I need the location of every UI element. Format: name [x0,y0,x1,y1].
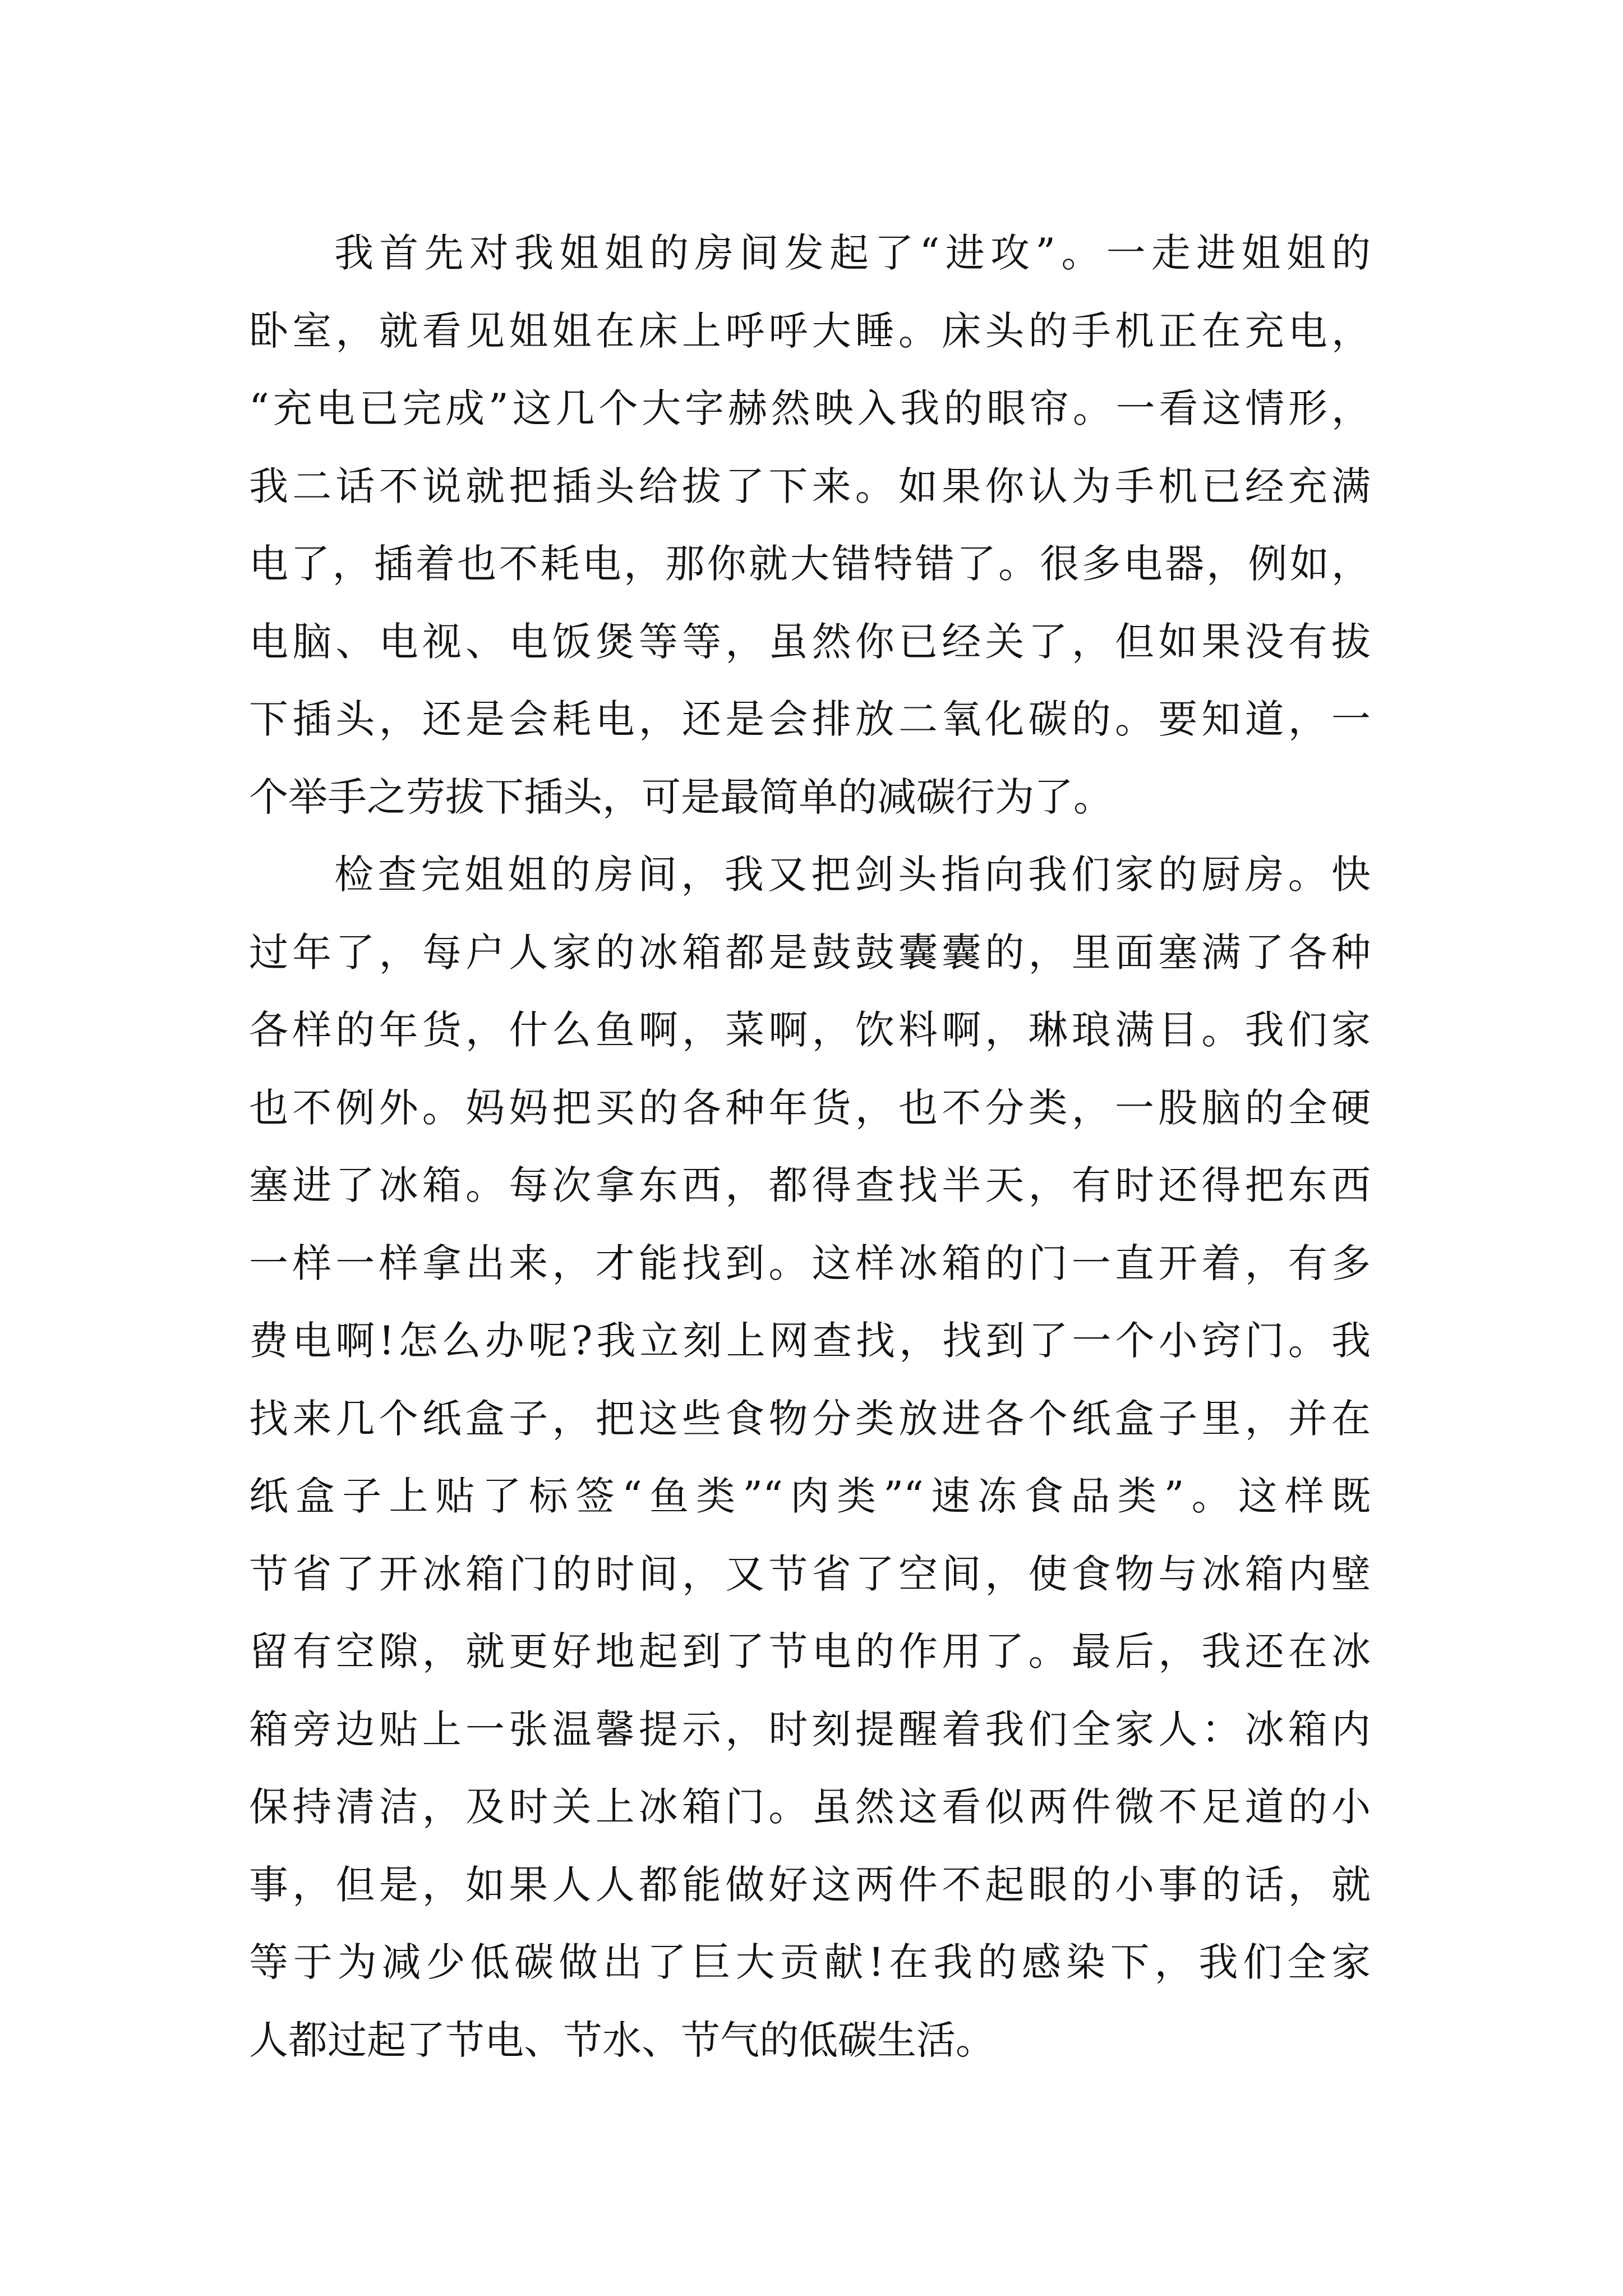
paragraph-line: 找来几个纸盒子，把这些食物分类放进各个纸盒子里，并在 [249,1395,1371,1442]
paragraph-line: 等于为减少低碳做出了巨大贡献!在我的感染下，我们全家 [249,1939,1371,1985]
paragraph-line: 费电啊!怎么办呢?我立刻上网查找，找到了一个小窍门。我 [249,1318,1371,1364]
paragraph-line: 保持清洁，及时关上冰箱门。虽然这看似两件微不足道的小 [249,1784,1371,1830]
paragraph-line: 我二话不说就把插头给拔了下来。如果你认为手机已经充满 [249,463,1371,509]
paragraph-line: 也不例外。妈妈把买的各种年货，也不分类，一股脑的全硬 [249,1084,1371,1131]
paragraph-line: 各样的年货，什么鱼啊，菜啊，饮料啊，琳琅满目。我们家 [249,1007,1371,1053]
paragraph-line: 电了，插着也不耗电，那你就大错特错了。很多电器，例如， [249,541,1371,587]
paragraph-line: 节省了开冰箱门的时间，又节省了空间，使食物与冰箱内壁 [249,1550,1371,1597]
paragraph-line: 个举手之劳拔下插头，可是最简单的减碳行为了。 [249,774,1113,820]
paragraph-line: 人都过起了节电、节水、节气的低碳生活。 [249,2017,995,2063]
paragraph-line: 箱旁边贴上一张温馨提示，时刻提醒着我们全家人：冰箱内 [249,1706,1371,1752]
paragraph-line: 一样一样拿出来，才能找到。这样冰箱的门一直开着，有多 [249,1240,1371,1286]
paragraph-2 [249,836,1371,2079]
paragraph-line: 纸盒子上贴了标签“鱼类”“肉类”“速冻食品类”。这样既 [249,1473,1371,1519]
paragraph-1 [249,214,1371,836]
document-body [249,214,1371,2079]
paragraph-line: 过年了，每户人家的冰箱都是鼓鼓囊囊的，里面塞满了各种 [249,929,1371,976]
paragraph-line: 事，但是，如果人人都能做好这两件不起眼的小事的话，就 [249,1861,1371,1908]
paragraph-line: 下插头，还是会耗电，还是会排放二氧化碳的。要知道，一 [249,696,1371,742]
paragraph-line: 塞进了冰箱。每次拿东西，都得查找半天，有时还得把东西 [249,1162,1371,1208]
paragraph-line: 电脑、电视、电饭煲等等，虽然你已经关了，但如果没有拔 [249,618,1371,665]
paragraph-line: 留有空隙，就更好地起到了节电的作用了。最后，我还在冰 [249,1628,1371,1674]
paragraph-line: 我首先对我姐姐的房间发起了“进攻”。一走进姐姐的 [334,230,1371,276]
paragraph-line: 卧室，就看见姐姐在床上呼呼大睡。床头的手机正在充电， [249,307,1371,354]
paragraph-line: 检查完姐姐的房间，我又把剑头指向我们家的厨房。快 [334,852,1371,898]
paragraph-line: “充电已完成”这几个大字赫然映入我的眼帘。一看这情形， [249,385,1371,431]
